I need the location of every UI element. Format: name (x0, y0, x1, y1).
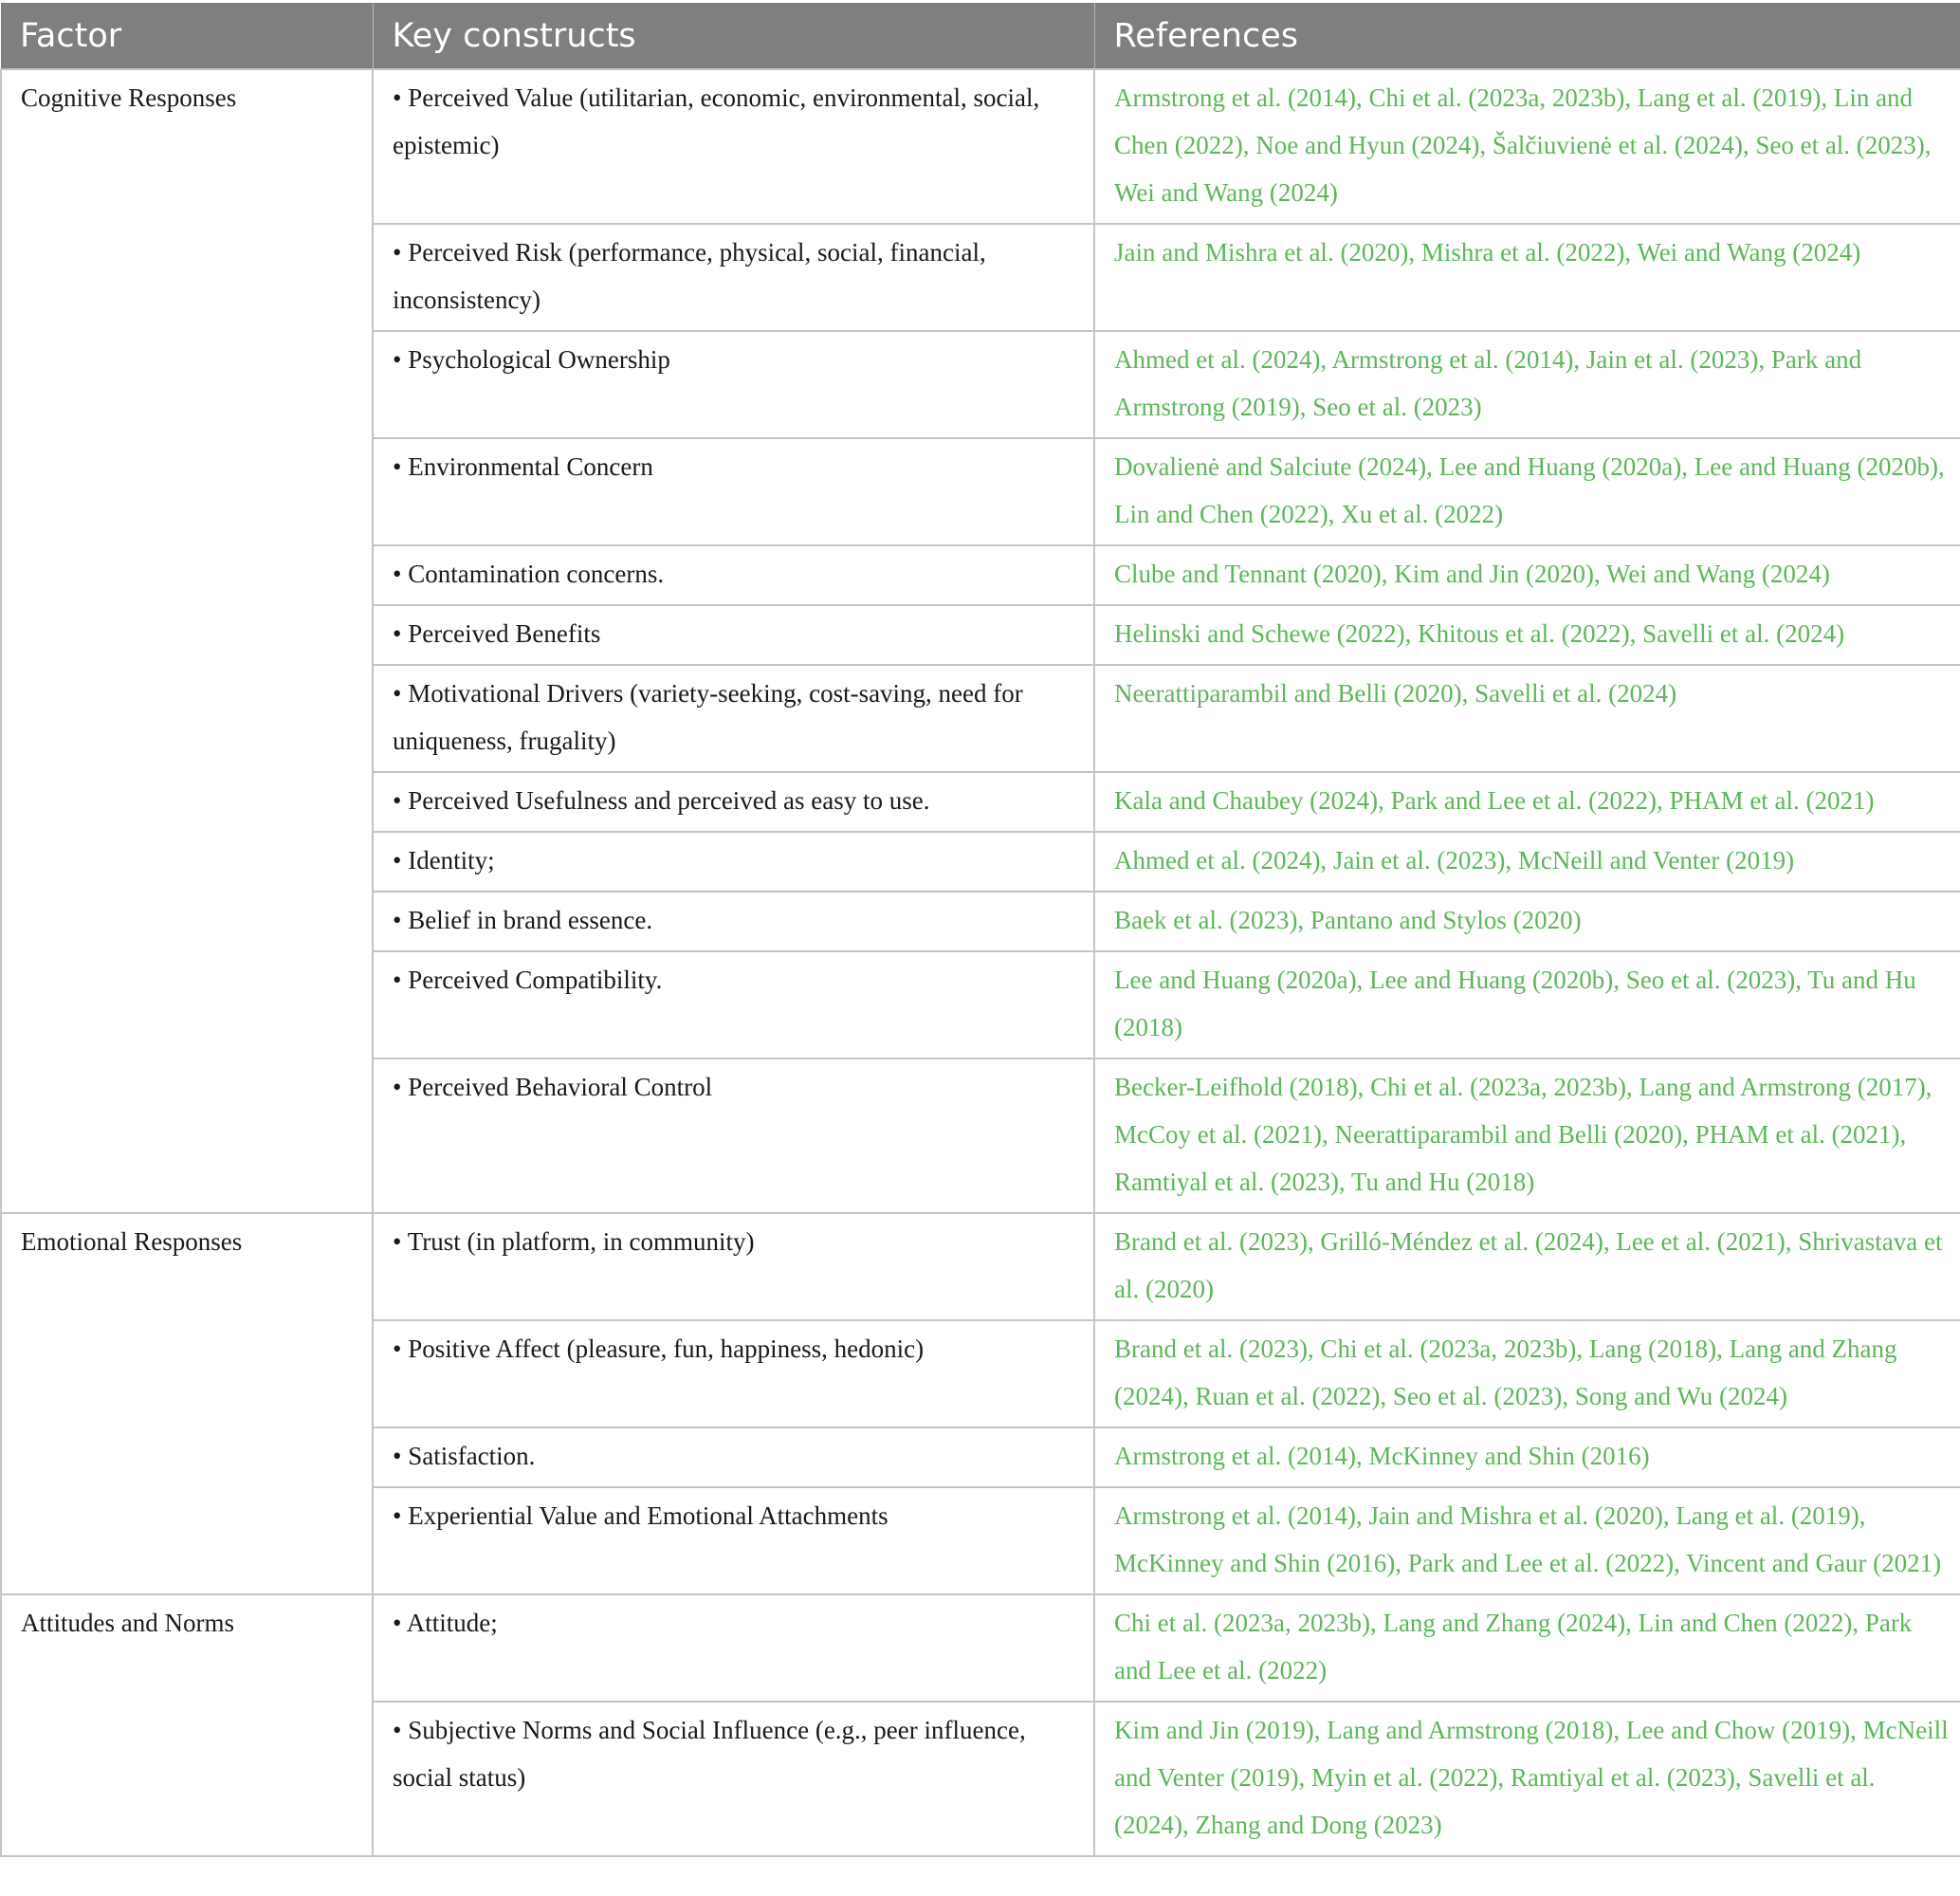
factors-table (0, 3, 1960, 1857)
factor-cell: Emotional Responses (1, 1213, 373, 1594)
construct-cell: • Belief in brand essence. (373, 892, 1094, 951)
references-cell[interactable]: Neerattiparambil and Belli (2020), Savelli et al. (2024) (1094, 665, 1960, 772)
header-references: References (1094, 3, 1960, 69)
table-body (1, 69, 1960, 1856)
references-cell[interactable]: Brand et al. (2023), Chi et al. (2023a, 2023b), Lang (2018), Lang and Zhang (2024), Ruan et al. (2022), Seo et al. (2023), Song and Wu (2024) (1094, 1320, 1960, 1427)
construct-cell: • Psychological Ownership (373, 331, 1094, 438)
references-cell[interactable]: Dovalienė and Salciute (2024), Lee and Huang (2020a), Lee and Huang (2020b), Lin and Chen (2022), Xu et al. (2022) (1094, 438, 1960, 545)
references-cell[interactable]: Lee and Huang (2020a), Lee and Huang (2020b), Seo et al. (2023), Tu and Hu (2018) (1094, 951, 1960, 1058)
construct-cell: • Perceived Value (utilitarian, economic, environmental, social, epistemic) (373, 69, 1094, 224)
references-cell[interactable]: Armstrong et al. (2014), Jain and Mishra et al. (2020), Lang et al. (2019), McKinney and Shin (2016), Park and Lee et al. (2022), Vincent and Gaur (2021) (1094, 1487, 1960, 1594)
table-row (1, 1594, 1960, 1702)
construct-cell: • Motivational Drivers (variety-seeking, cost-saving, need for uniqueness, frugality) (373, 665, 1094, 772)
construct-cell: • Perceived Compatibility. (373, 951, 1094, 1058)
factor-cell: Cognitive Responses (1, 69, 373, 1213)
construct-cell: • Perceived Benefits (373, 605, 1094, 665)
factor-cell: Attitudes and Norms (1, 1594, 373, 1856)
references-cell[interactable]: Helinski and Schewe (2022), Khitous et al. (2022), Savelli et al. (2024) (1094, 605, 1960, 665)
construct-cell: • Satisfaction. (373, 1427, 1094, 1487)
header-factor: Factor (1, 3, 373, 69)
construct-cell: • Contamination concerns. (373, 545, 1094, 605)
construct-cell: • Positive Affect (pleasure, fun, happiness, hedonic) (373, 1320, 1094, 1427)
references-cell[interactable]: Brand et al. (2023), Grilló-Méndez et al. (2024), Lee et al. (2021), Shrivastava et al. (2020) (1094, 1213, 1960, 1320)
references-cell[interactable]: Becker-Leifhold (2018), Chi et al. (2023a, 2023b), Lang and Armstrong (2017), McCoy et al. (2021), Neerattiparambil and Belli (2020), PHAM et al. (2021), Ramtiyal et al. (2023), Tu and Hu (2018) (1094, 1058, 1960, 1213)
references-cell[interactable]: Clube and Tennant (2020), Kim and Jin (2020), Wei and Wang (2024) (1094, 545, 1960, 605)
table-row (1, 69, 1960, 224)
construct-cell: • Identity; (373, 832, 1094, 892)
construct-cell: • Attitude; (373, 1594, 1094, 1702)
references-cell[interactable]: Baek et al. (2023), Pantano and Stylos (2020) (1094, 892, 1960, 951)
references-cell[interactable]: Armstrong et al. (2014), McKinney and Shin (2016) (1094, 1427, 1960, 1487)
construct-cell: • Subjective Norms and Social Influence (e.g., peer influence, social status) (373, 1702, 1094, 1856)
references-cell[interactable]: Jain and Mishra et al. (2020), Mishra et al. (2022), Wei and Wang (2024) (1094, 224, 1960, 331)
construct-cell: • Trust (in platform, in community) (373, 1213, 1094, 1320)
references-cell[interactable]: Kim and Jin (2019), Lang and Armstrong (2018), Lee and Chow (2019), McNeill and Venter (2019), Myin et al. (2022), Ramtiyal et al. (2023), Savelli et al. (2024), Zhang and Dong (2023) (1094, 1702, 1960, 1856)
references-cell[interactable]: Chi et al. (2023a, 2023b), Lang and Zhang (2024), Lin and Chen (2022), Park and Lee et al. (2022) (1094, 1594, 1960, 1702)
construct-cell: • Perceived Risk (performance, physical, social, financial, inconsistency) (373, 224, 1094, 331)
construct-cell: • Experiential Value and Emotional Attachments (373, 1487, 1094, 1594)
references-cell[interactable]: Kala and Chaubey (2024), Park and Lee et al. (2022), PHAM et al. (2021) (1094, 772, 1960, 832)
construct-cell: • Perceived Usefulness and perceived as easy to use. (373, 772, 1094, 832)
references-cell[interactable]: Ahmed et al. (2024), Jain et al. (2023), McNeill and Venter (2019) (1094, 832, 1960, 892)
references-cell[interactable]: Ahmed et al. (2024), Armstrong et al. (2014), Jain et al. (2023), Park and Armstrong (2019), Seo et al. (2023) (1094, 331, 1960, 438)
construct-cell: • Perceived Behavioral Control (373, 1058, 1094, 1213)
references-cell[interactable]: Armstrong et al. (2014), Chi et al. (2023a, 2023b), Lang et al. (2019), Lin and Chen (2022), Noe and Hyun (2024), Šalčiuvienė et al. (2024), Seo et al. (2023), Wei and Wang (2024) (1094, 69, 1960, 224)
construct-cell: • Environmental Concern (373, 438, 1094, 545)
header-row (1, 3, 1960, 69)
table-row (1, 1213, 1960, 1320)
header-key-constructs: Key constructs (373, 3, 1094, 69)
